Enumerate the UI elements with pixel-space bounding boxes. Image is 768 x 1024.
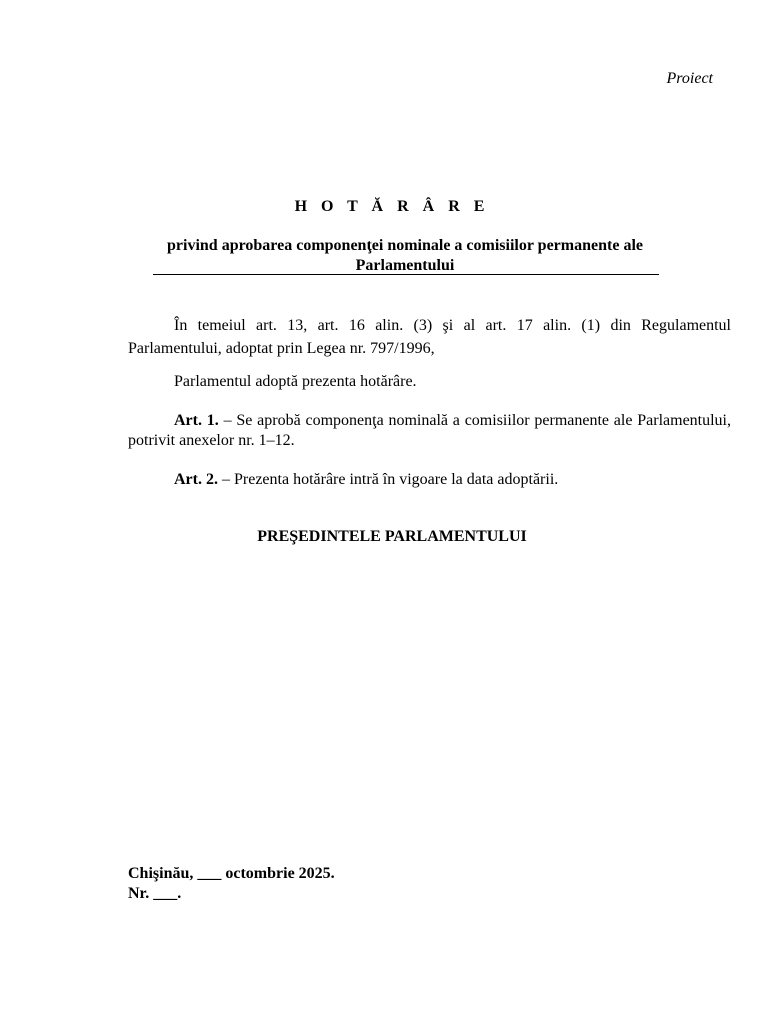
signatory-title: PREŞEDINTELE PARLAMENTULUI <box>257 528 527 545</box>
adoption-paragraph: Parlamentul adoptă prezenta hotărâre. <box>174 373 417 390</box>
article-2-label: Art. 2. <box>174 471 218 488</box>
preamble-paragraph: În temeiul art. 13, art. 16 alin. (3) şi al art. 17 alin. (1) din Regulamentul Parlamentului, adoptat prin Legea nr. 797/1996, <box>128 317 731 357</box>
document-subtitle: privind aprobarea componenţei nominale a comisiilor permanente ale Parlamentului <box>167 237 643 274</box>
article-2-text: – Prezenta hotărâre intră în vigoare la data adoptării. <box>217 471 559 488</box>
document-title: H O T Ă R Â R E <box>294 198 490 215</box>
article-1-text: – Se aprobă componenţa nominală a comisiilor permanente ale Parlamentului, potrivit anexelor nr. 1–12. <box>128 412 732 449</box>
article-1-label: Art. 1. <box>174 412 219 429</box>
document-number: Nr. ___. <box>128 885 182 902</box>
draft-label: Proiect <box>666 70 713 87</box>
subtitle-underline <box>153 274 659 275</box>
article-2 <box>128 470 731 490</box>
article-1 <box>128 411 731 451</box>
place-date: Chişinău, ___ octombrie 2025. <box>128 865 335 882</box>
